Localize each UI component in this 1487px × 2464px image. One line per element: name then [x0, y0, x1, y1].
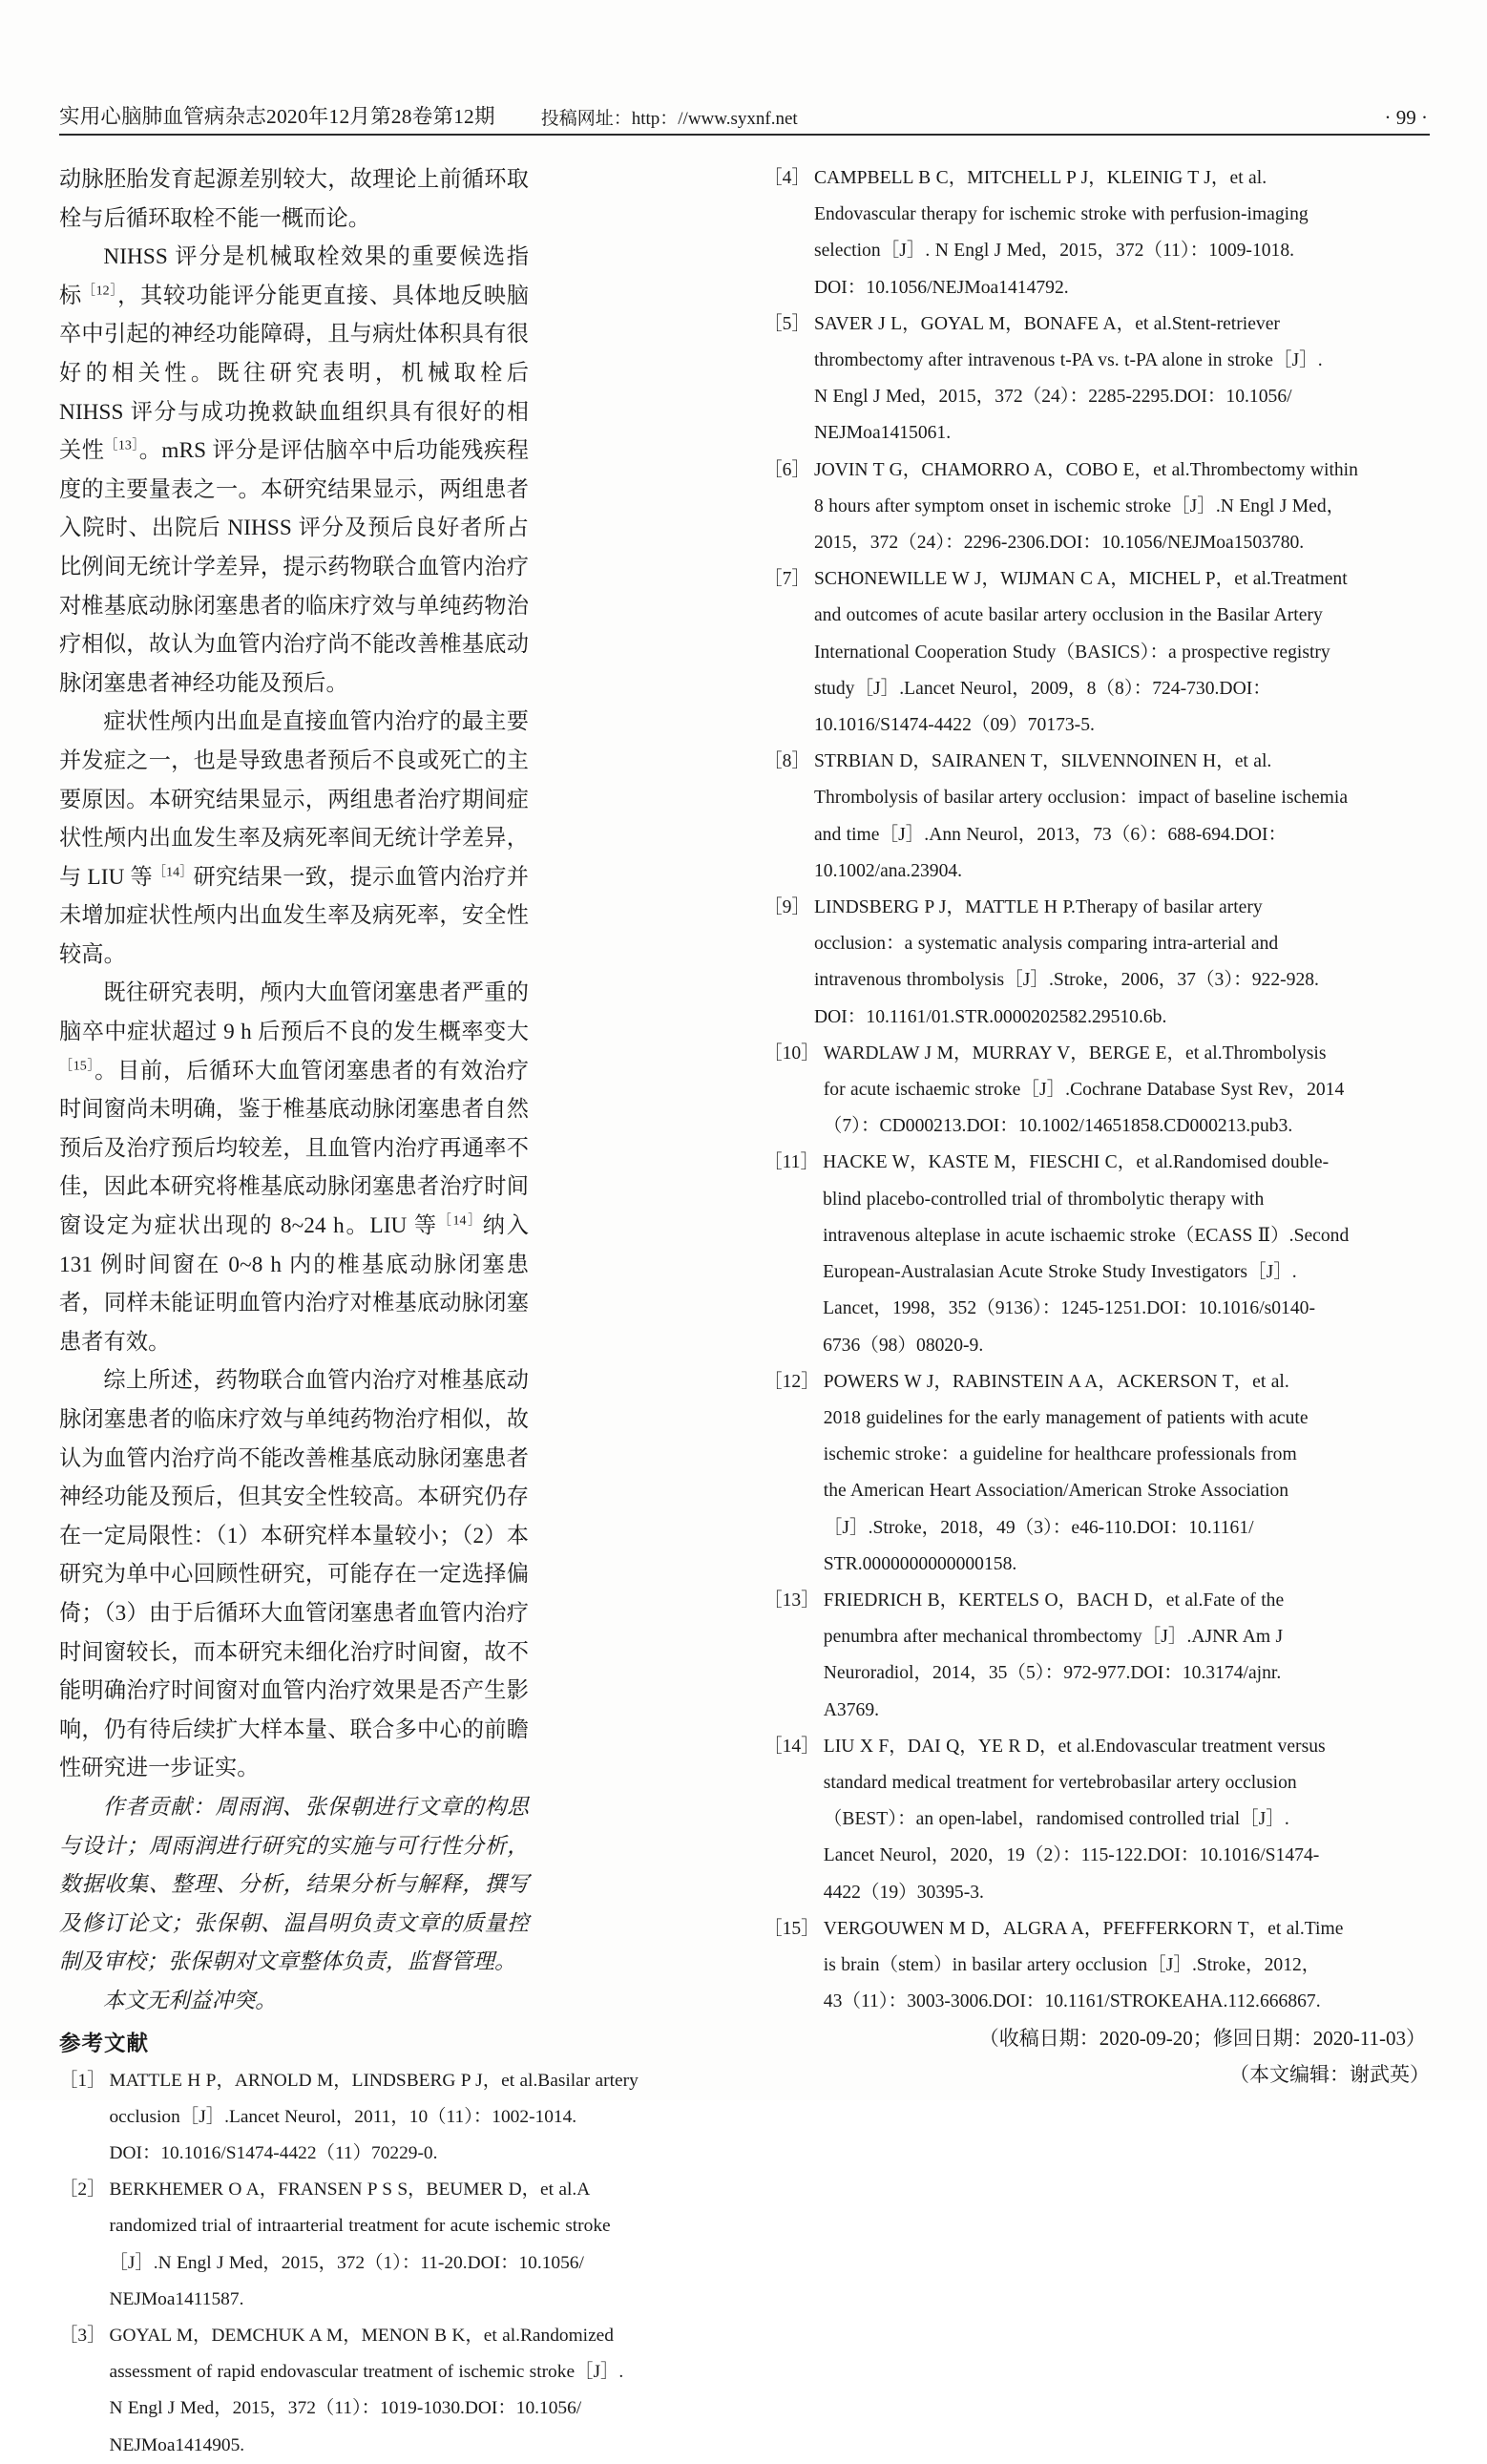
reference-entry [764, 561, 1432, 744]
reference-entry [764, 1145, 1432, 1363]
reference-entry [59, 2063, 639, 2173]
page-header [59, 92, 1430, 136]
reference-line: 2018 guidelines for the early management of patients with acute [823, 1407, 1309, 1428]
reference-text [814, 561, 1432, 744]
reference-line: STRBIAN D，SAIRANEN T，SILVENNOINEN H，et al. [813, 751, 1272, 772]
reference-line: the American Heart Association/American Stroke Association [823, 1481, 1289, 1502]
reference-line: ［J］.N Engl J Med，2015，372（1）：11-20.DOI：10.1056/ [109, 2252, 584, 2273]
page-number: · 99 · [1384, 106, 1428, 129]
reference-line: occlusion［J］.Lancet Neurol，2011，10（11）：1002-1014. [109, 2106, 577, 2127]
reference-text [814, 306, 1432, 453]
reference-line: NEJMoa1414905. [109, 2434, 245, 2455]
discussion-paragraphs [59, 160, 529, 1788]
conflict-of-interest: 本文无利益冲突。 [102, 1988, 277, 2012]
reference-number: ［5］ [764, 313, 810, 334]
reference-line: NEJMoa1415061. [813, 423, 952, 444]
reference-text [814, 453, 1432, 562]
left-column [59, 160, 639, 2464]
reference-number: ［1］ [59, 2070, 106, 2091]
reference-entry [764, 160, 1432, 306]
reference-list-left [59, 2063, 639, 2464]
reference-text [109, 2063, 638, 2173]
reference-line: Endovascular therapy for ischemic stroke with perfusion-imaging [813, 204, 1309, 225]
para-timewindow: 既往研究表明，颅内大血管闭塞患者严重的脑卒中症状超过 9 h 后预后不良的发生概率变大$^{[15]}$。目前，后循环大血管闭塞患者的有效治疗时间窗尚未明确，鉴于椎基底动脉闭塞患者自然预后及治疗预后均较差，且血管内治疗再通率不佳，因此本研究将椎基底动脉闭塞患者治疗时间窗设定为症状出现的 8~24 h。LIU 等$^{[14]}$纳入 131 例时间窗在 0~8 h 内的椎基底动脉闭塞患者，同样未能证明血管内治疗对椎基底动脉闭塞患者有效。 [59, 980, 530, 1355]
reference-line: Lancet Neurol，2020，19（2）：115-122.DOI：10.1016/S1474- [823, 1845, 1320, 1866]
reference-line: European-Australasian Acute Stroke Study Investigators［J］. [823, 1262, 1297, 1283]
right-column [764, 160, 1432, 2093]
reference-line: FRIEDRICH B，KERTELS O，BACH D，et al.Fate of the [823, 1590, 1285, 1611]
reference-number: ［14］ [764, 1736, 820, 1757]
reference-entry [764, 744, 1432, 890]
reference-number: ［8］ [764, 751, 810, 772]
reference-line: 4422（19）30395-3. [823, 1882, 984, 1903]
reference-line: Lancet，1998，352（9136）：1245-1251.DOI：10.1016/s0140- [823, 1298, 1315, 1319]
reference-line: 10.1016/S1474-4422（09）70173-5. [813, 715, 1095, 736]
reference-list-right [764, 160, 1432, 2020]
reference-text [109, 2172, 610, 2318]
reference-number: ［3］ [59, 2325, 106, 2346]
reference-line: WARDLAW J M，MURRAY V，BERGE E，et al.Thrombolysis [823, 1042, 1327, 1064]
reference-number: ［15］ [764, 1918, 820, 1939]
reference-line: DOI：10.1056/NEJMoa1414792. [813, 277, 1069, 298]
reference-line: HACKE W，KASTE M，FIESCHI C，et al.Randomised double- [823, 1152, 1330, 1173]
reference-line: A3769. [823, 1699, 880, 1720]
reference-line: JOVIN T G，CHAMORRO A，COBO E，et al.Thrombectomy within [813, 459, 1358, 480]
reference-number: ［7］ [764, 569, 810, 590]
reference-text [814, 744, 1432, 890]
para-continuation: 动脉胚胎发育起源差别较大，故理论上前循环取栓与后循环取栓不能一概而论。 [59, 167, 529, 231]
reference-line: randomized trial of intraarterial treatment for acute ischemic stroke [109, 2216, 611, 2237]
reference-text [814, 160, 1432, 306]
reference-line: Neuroradiol，2014，35（5）：972-977.DOI：10.3174/ajnr. [823, 1663, 1282, 1684]
reference-text [823, 1145, 1432, 1363]
para-hemorrhage: 症状性颅内出血是直接血管内治疗的最主要并发症之一，也是导致患者预后不良或死亡的主要原因。本研究结果显示，两组患者治疗期间症状性颅内出血发生率及病死率间无统计学差异，与 LIU 等$^{[14]}$研究结果一致，提示血管内治疗并未增加症状性颅内出血发生率及病死率，安全性较高。 [59, 709, 529, 967]
reference-line: BERKHEMER O A，FRANSEN P S S，BEUMER D，et al.A [109, 2180, 591, 2201]
reference-number: ［12］ [764, 1371, 820, 1392]
para-conclusion: 综上所述，药物联合血管内治疗对椎基底动脉闭塞患者的临床疗效与单纯药物治疗相似，故认为血管内治疗尚不能改善椎基底动脉闭塞患者神经功能及预后，但其安全性较高。本研究仍存在一定局限性：（1）本研究样本量较小；（2）本研究为单中心回顾性研究，可能存在一定选择偏倚；（3）由于后循环大血管闭塞患者血管内治疗时间窗较长，而本研究未细化治疗时间窗，故不能明确治疗时间窗对血管内治疗效果是否产生影响，仍有待后续扩大样本量、联合多中心的前瞻性研究进一步证实。 [59, 1368, 529, 1781]
reference-line: CAMPBELL B C，MITCHELL P J，KLEINIG T J，et al. [813, 168, 1267, 188]
reference-line: ischemic stroke：a guideline for healthcare professionals from [823, 1444, 1297, 1465]
reference-line: standard medical treatment for vertebrobasilar artery occlusion [823, 1772, 1297, 1793]
reference-number: ［9］ [764, 897, 810, 918]
reference-number: ［13］ [764, 1590, 820, 1611]
submission-url: 投稿网址：http：//www.syxnf.net [540, 109, 798, 129]
citation-marker: ［14］ [437, 1213, 483, 1229]
reference-line: and outcomes of acute basilar artery occlusion in the Basilar Artery [813, 605, 1323, 626]
reference-line: 8 hours after symptom onset in ischemic stroke［J］.N Engl J Med， [813, 495, 1346, 516]
reference-line: intravenous thrombolysis［J］.Stroke，2006，37（3）：922-928. [813, 970, 1319, 991]
reference-entry [764, 1364, 1432, 1583]
reference-line: POWERS W J，RABINSTEIN A A，ACKERSON T，et al. [823, 1371, 1289, 1392]
reference-number: ［6］ [764, 459, 810, 480]
reference-line: 2015，372（24）：2296-2306.DOI：10.1056/NEJMoa1503780. [813, 533, 1305, 554]
references-heading: 参考文献 [59, 2031, 150, 2055]
reference-entry [764, 1036, 1432, 1146]
reference-number: ［10］ [764, 1042, 820, 1064]
reference-line: selection［J］. N Engl J Med，2015，372（11）：1009-1018. [813, 241, 1295, 262]
reference-line: ［J］.Stroke，2018，49（3）：e46-110.DOI：10.1161/ [823, 1517, 1254, 1538]
reference-text [109, 2318, 623, 2464]
reference-line: MATTLE H P，ARNOLD M，LINDSBERG P J，et al.Basilar artery [109, 2070, 639, 2091]
journal-title: 实用心脑肺血管病杂志2020年12月第28卷第12期 [59, 105, 495, 128]
reference-line: DOI：10.1161/01.STR.0000202582.29510.6b. [813, 1006, 1167, 1027]
reference-line: SAVER J L，GOYAL M，BONAFE A，et al.Stent-retriever [813, 313, 1280, 334]
reference-line: STR.0000000000000158. [823, 1553, 1017, 1574]
citation-marker: ［12］ [81, 284, 118, 299]
received-revised-date: （收稿日期：2020-09-20；修回日期：2020-11-03） [978, 2027, 1426, 2051]
reference-text [824, 1364, 1432, 1583]
reference-entry [764, 890, 1432, 1036]
reference-line: and time［J］.Ann Neurol，2013，73（6）：688-694.DOI： [813, 824, 1288, 845]
reference-text [824, 1911, 1432, 2021]
reference-entry [764, 306, 1432, 453]
reference-line: LINDSBERG P J，MATTLE H P.Therapy of basilar artery [813, 897, 1263, 918]
reference-entry [59, 2318, 624, 2464]
reference-line: thrombectomy after intravenous t-PA vs. t-PA alone in stroke［J］. [813, 350, 1323, 371]
reference-line: LIU X F，DAI Q，YE R D，et al.Endovascular treatment versus [823, 1736, 1326, 1757]
reference-line: blind placebo-controlled trial of thrombolytic therapy with [823, 1189, 1265, 1210]
reference-line: penumbra after mechanical thrombectomy［J］.AJNR Am J [823, 1627, 1284, 1648]
reference-line: （BEST）：an open-label，randomised controlled trial［J］. [823, 1809, 1289, 1830]
citation-marker: ［13］ [104, 438, 139, 453]
reference-line: for acute ischaemic stroke［J］.Cochrane Database Syst Rev，2014 [823, 1080, 1345, 1101]
reference-entry [764, 1729, 1432, 1911]
reference-line: 6736（98）08020-9. [823, 1335, 984, 1356]
citation-marker: ［15］ [59, 1058, 95, 1073]
reference-line: （7）：CD000213.DOI：10.1002/14651858.CD000213.pub3. [823, 1116, 1293, 1137]
para-nihss: NIHSS 评分是机械取栓效果的重要候选指标$^{[12]}$，其较功能评分能更直接、具体地反映脑卒中引起的神经功能障碍，且与病灶体积具有很好的相关性。既往研究表明，机械取栓后 NIHSS 评分与成功挽救缺血组织具有很好的相关性$^{[13]}$。mRS 评分是评估脑卒中后功能残疾程度的主要量表之一。本研究结果显示，两组患者入院时、出院后 NIHSS 评分及预后良好者所占比例间无统计学差异，提示药物联合血管内治疗对椎基底动脉闭塞患者的临床疗效与单纯药物治疗相似，故认为血管内治疗尚不能改善椎基底动脉闭塞患者神经功能及预后。 [59, 244, 530, 696]
reference-text [824, 1036, 1432, 1146]
reference-line: SCHONEWILLE W J，WIJMAN C A，MICHEL P，et al.Treatment [813, 569, 1348, 590]
reference-line: DOI：10.1016/S1474-4422（11）70229-0. [109, 2142, 438, 2163]
reference-line: N Engl J Med，2015，372（11）：1019-1030.DOI：10.1056/ [109, 2398, 582, 2419]
citation-marker: ［14］ [152, 864, 194, 879]
reference-entry [764, 453, 1432, 562]
editor-credit: （本文编辑：谢武英） [1229, 2063, 1430, 2087]
reference-line: occlusion：a systematic analysis comparing intra-arterial and [813, 934, 1279, 955]
reference-line: GOYAL M，DEMCHUK A M，MENON B K，et al.Randomized [109, 2325, 614, 2346]
reference-line: intravenous alteplase in acute ischaemic stroke（ECASS Ⅱ）.Second [823, 1225, 1350, 1246]
reference-line: study［J］.Lancet Neurol，2009，8（8）：724-730.DOI： [813, 678, 1271, 699]
reference-entry [764, 1583, 1432, 1729]
reference-line: 10.1002/ana.23904. [813, 860, 963, 881]
reference-line: assessment of rapid endovascular treatment of ischemic stroke［J］. [109, 2362, 624, 2383]
reference-line: NEJMoa1411587. [109, 2288, 244, 2309]
reference-line: VERGOUWEN M D，ALGRA A，PFEFFERKORN T，et al.Time [823, 1918, 1344, 1939]
reference-number: ［4］ [764, 168, 810, 188]
reference-text [824, 1583, 1432, 1729]
author-contributions: 作者贡献：周雨润、张保朝进行文章的构思与设计；周雨润进行研究的实施与可行性分析，数据收集、整理、分析，结果分析与解释，撰写及修订论文；张保朝、温昌明负责文章的质量控制及审校；张保朝对文章整体负责，监督管理。 [59, 1794, 529, 1974]
reference-number: ［2］ [59, 2180, 106, 2201]
reference-line: International Cooperation Study（BASICS）：a prospective registry [813, 642, 1330, 663]
reference-line: Thrombolysis of basilar artery occlusion：impact of baseline ischemia [813, 788, 1349, 809]
reference-text [824, 1729, 1432, 1911]
reference-entry [764, 1911, 1432, 2021]
reference-line: is brain（stem）in basilar artery occlusion［J］.Stroke，2012， [823, 1954, 1321, 1975]
reference-entry [59, 2172, 611, 2318]
reference-number: ［11］ [764, 1152, 820, 1173]
reference-text [814, 890, 1432, 1036]
reference-line: 43（11）：3003-3006.DOI：10.1161/STROKEAHA.112.666867. [823, 1991, 1321, 2012]
reference-line: N Engl J Med，2015，372（24）：2285-2295.DOI：10.1056/ [813, 387, 1292, 408]
